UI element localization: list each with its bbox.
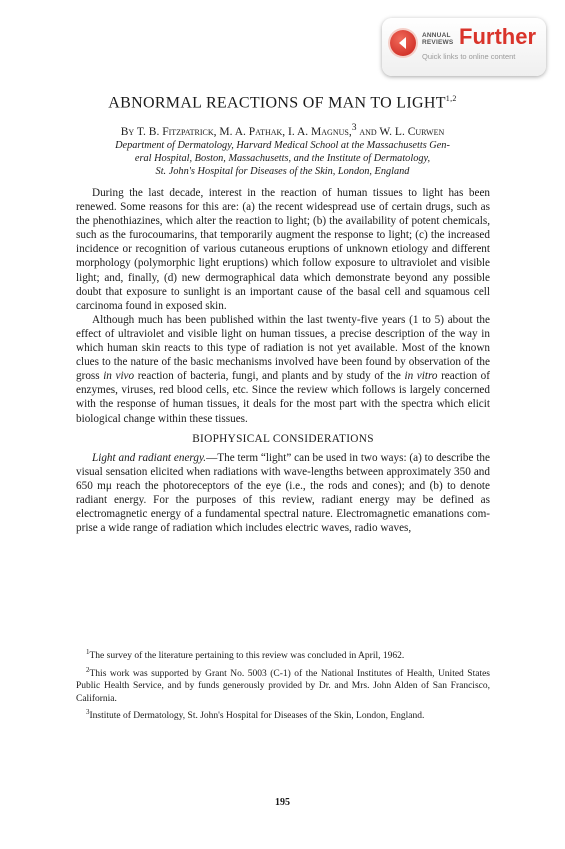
paragraph-lead: Light and radiant energy. — [92, 451, 207, 464]
back-arrow-icon[interactable] — [390, 30, 416, 56]
footnote — [76, 706, 490, 723]
publisher-bottom: REVIEWS — [422, 39, 454, 46]
footnote-mark: 2 — [86, 665, 90, 674]
paragraph-text: reaction of enzymes, viruses, red blood cells, etc. Since the review which follows is largely concerned with the response of human tissues, it deals for the most part with the spectra which elicit biological change within these tissues. — [76, 370, 490, 425]
paragraph-text: —The term “light” can be used in two ways: (a) to describe the visual sensation elicited when radiations with wave-lengths between approximately 350 and 650 mμ reach the photoreceptors of the eye (i.e., the rods and cones); and (b) to denote radiant energy. For the purposes of this review, radiant energy may be defined as electromagnetic energy of a fundamental spectral nature. Electromagnetic emanations com-prise a wide range of radiation which includes electric waves, radio waves, — [76, 451, 490, 535]
authors-prefix: By — [120, 125, 135, 138]
article-body — [76, 186, 490, 535]
authors-line — [0, 122, 565, 138]
footnote-text: Institute of Dermatology, St. John's Hospital for Diseases of the Skin, London, England. — [89, 711, 425, 722]
publisher-top: ANNUAL — [422, 32, 451, 39]
annual-reviews-logo — [422, 32, 453, 46]
title-footnote-refs[interactable]: 1,2 — [445, 94, 457, 103]
authors-main: T. B. Fitzpatrick, M. A. Pathak, I. A. Magnus, — [136, 125, 352, 138]
further-banner[interactable] — [382, 18, 546, 76]
footnotes — [76, 646, 490, 724]
footnote-text: The survey of the literature pertaining to this review was concluded in April, 1962. — [89, 651, 405, 662]
footnote — [76, 664, 490, 705]
affiliation-line: eral Hospital, Boston, Massachusetts, and the Institute of Dermatology, — [134, 153, 431, 164]
title-text: ABNORMAL REACTIONS OF MAN TO LIGHT — [108, 94, 446, 112]
paragraph-background — [76, 313, 490, 426]
section-heading: BIOPHYSICAL CONSIDERATIONS — [192, 432, 374, 445]
footnote — [76, 646, 490, 663]
affiliation-line: Department of Dermatology, Harvard Medical School at the Massachusetts Gen- — [115, 140, 450, 151]
affiliation-line: St. John's Hospital for Diseases of the Skin, London, England — [155, 166, 410, 177]
paragraph-light — [76, 451, 490, 536]
affiliation — [60, 139, 505, 178]
italic-term: in vitro — [404, 370, 438, 383]
page-number: 195 — [275, 797, 290, 808]
author-footnote-ref[interactable]: 3 — [351, 122, 357, 133]
footnote-text: This work was supported by Grant No. 5003 (C-1) of the National Institutes of Health, United States Public Health Service, and by funds generously provided by Dr. and Mrs. John Alden of San Francisco, California. — [76, 668, 490, 704]
italic-term: in vivo — [103, 370, 135, 383]
further-subtitle[interactable]: Quick links to online content — [422, 52, 516, 61]
article-title — [0, 94, 565, 112]
further-title: Further — [459, 24, 536, 49]
footnote-mark: 1 — [86, 648, 90, 656]
paragraph-text: Although much has been published within the last twenty-five years (1 to 5) about the effect of ultraviolet and visible light on human tissues, a precise description of the way in which human skin reacts to this type of radiation is not yet available. Most of the known clues to the nature of the basic mechanisms involved have been found by observation of the gross — [76, 313, 490, 383]
footnote-mark: 3 — [86, 707, 90, 716]
arrow-left-icon — [396, 36, 410, 50]
paragraph-intro: During the last decade, interest in the reaction of human tissues to light has been renewed. Some reasons for this are: (a) the recent widespread use of certain drugs, such as the phenothiazines, which alter the reaction to light; (b) the availability of potent chemicals, such as the furocoumarins, that temporarily augment the response to light; (c) the increased incidence or recognition of various cutaneous eruptions of unknown etiology and different morphology (polymorphic light eruptions) which follow exposure to ultraviolet and visible light; and, finally, (d) new dermographical data which demonstrate beyond any possible doubt that exposure to sunlight is an important cause of the basal cell and squamous cell carcinoma found in exposed skin. — [76, 187, 490, 312]
paragraph-text: reaction of bacteria, fungi, and plants and by study of the — [134, 370, 405, 383]
authors-tail: and W. L. Curwen — [356, 125, 445, 138]
